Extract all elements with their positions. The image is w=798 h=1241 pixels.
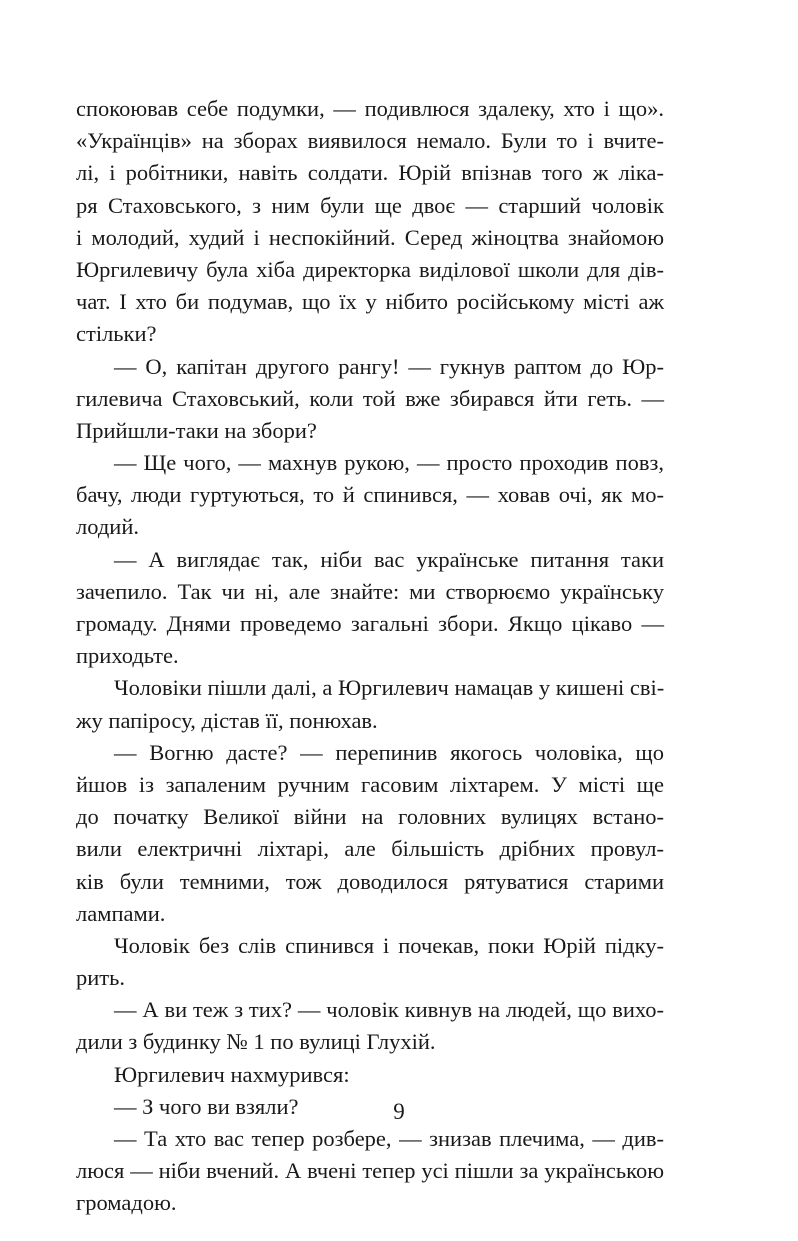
text-line	[76, 898, 664, 930]
text-line	[76, 1123, 664, 1155]
text-line-content: дили з будинку № 1 по вулиці Глухій.	[76, 1029, 436, 1055]
paragraph	[76, 1123, 664, 1220]
text-line	[76, 1026, 664, 1058]
text-line	[76, 705, 664, 737]
paragraph	[76, 1059, 664, 1091]
text-line	[76, 576, 664, 608]
text-line-content: Чоловік без слів спинився і почекав, поки Юрій підку-	[114, 932, 664, 958]
text-line-content: люся — ніби вчений. А вчені тепер усі пішли за українською	[76, 1158, 664, 1184]
text-line-content: стільки?	[76, 321, 157, 347]
text-line	[76, 286, 664, 318]
text-line-content: — Вогню дасте? — перепинив якогось чоловіка, що	[114, 739, 664, 765]
text-line	[76, 737, 664, 769]
text-line	[76, 125, 664, 157]
paragraph	[76, 351, 664, 448]
text-line-content: «Українців» на зборах виявилося немало. Були то і вчите-	[76, 128, 664, 154]
text-line	[76, 640, 664, 672]
paragraph	[76, 93, 664, 351]
text-line	[76, 479, 664, 511]
text-line-content: лі, і робітники, навіть солдати. Юрій впізнав того ж ліка-	[76, 160, 664, 186]
text-line	[76, 190, 664, 222]
text-line	[76, 511, 664, 543]
text-line-content: лампами.	[76, 900, 166, 926]
text-line-content: бачу, люди гуртуються, то й спинився, — ховав очі, як мо-	[76, 482, 664, 508]
text-line-content: жу папіросу, дістав її, понюхав.	[76, 707, 378, 733]
text-line	[76, 866, 664, 898]
page-body	[76, 93, 664, 1220]
text-line	[76, 930, 664, 962]
text-line-content: — О, капітан другого рангу! — гукнув раптом до Юр-	[114, 353, 664, 379]
text-line	[76, 994, 664, 1026]
paragraph	[76, 672, 664, 736]
paragraph	[76, 544, 664, 673]
paragraph	[76, 994, 664, 1058]
text-line-content: Юргилевичу була хіба директорка виділової школи для дів-	[76, 256, 664, 282]
text-line	[76, 1187, 664, 1219]
paragraph	[76, 447, 664, 544]
text-line	[76, 962, 664, 994]
text-line-content: — А ви теж з тих? — чоловік кивнув на людей, що вихо-	[114, 997, 664, 1023]
text-line	[76, 254, 664, 286]
text-line	[76, 157, 664, 189]
text-line-content: громаду. Днями проведемо загальні збори. Якщо цікаво —	[76, 611, 664, 636]
text-line	[76, 769, 664, 801]
text-line	[76, 833, 664, 865]
text-line-content: до початку Великої війни на головних вулицях встано-	[76, 804, 664, 830]
text-line	[76, 415, 664, 447]
page-number: 9	[393, 1099, 405, 1124]
text-line-content: Чоловіки пішли далі, а Юргилевич намацав у кишені сві-	[114, 675, 665, 701]
text-line-content: зачепило. Так чи ні, але знайте: ми створюємо українську	[76, 578, 664, 604]
text-line	[76, 351, 664, 383]
paragraph	[76, 930, 664, 994]
text-line	[76, 801, 664, 833]
text-line-content: — Ще чого, — махнув рукою, — просто проходив повз,	[114, 450, 664, 476]
text-line-content: Прийшли-таки на збори?	[76, 417, 317, 443]
text-line-content: і молодий, худий і неспокійний. Серед жіноцтва знайомою	[76, 224, 664, 250]
text-line-content: чат. І хто би подумав, що їх у нібито російському місті аж	[76, 289, 664, 315]
text-line	[76, 1059, 664, 1091]
text-line-content: йшов із запаленим ручним гасовим ліхтарем. У місті ще	[76, 771, 664, 797]
text-line-content: ків були темними, тож доводилося рятуватися старими	[76, 868, 664, 894]
text-line	[76, 318, 664, 350]
text-line-content: — А виглядає так, ніби вас українське питання таки	[114, 546, 664, 572]
text-line	[76, 222, 664, 254]
text-line	[76, 544, 664, 576]
text-line	[76, 447, 664, 479]
text-line-content: Юргилевич нахмурився:	[114, 1061, 350, 1087]
text-line-content: вили електричні ліхтарі, але більшість дрібних провул-	[76, 836, 664, 862]
paragraph	[76, 737, 664, 930]
text-line-content: — З чого ви взяли?	[114, 1093, 299, 1119]
text-line	[76, 1155, 664, 1187]
text-line	[76, 608, 664, 640]
text-line-content: приходьте.	[76, 643, 179, 669]
text-line	[76, 383, 664, 415]
text-line-content: рить.	[76, 965, 126, 991]
text-line-content: громадою.	[76, 1190, 177, 1216]
text-line-content: лодий.	[76, 514, 139, 540]
text-line-content: гилевича Стаховський, коли той вже збирався йти геть. —	[76, 385, 664, 411]
text-line	[76, 672, 664, 704]
text-line-content: ря Стаховського, з ним були ще двоє — старший чоловік	[76, 192, 664, 218]
text-line-content: спокоював себе подумки, — подивлюся здалеку, хто і що».	[76, 96, 664, 121]
text-line	[76, 93, 664, 125]
text-line-content: — Та хто вас тепер розбере, — знизав плечима, — див-	[114, 1126, 664, 1151]
